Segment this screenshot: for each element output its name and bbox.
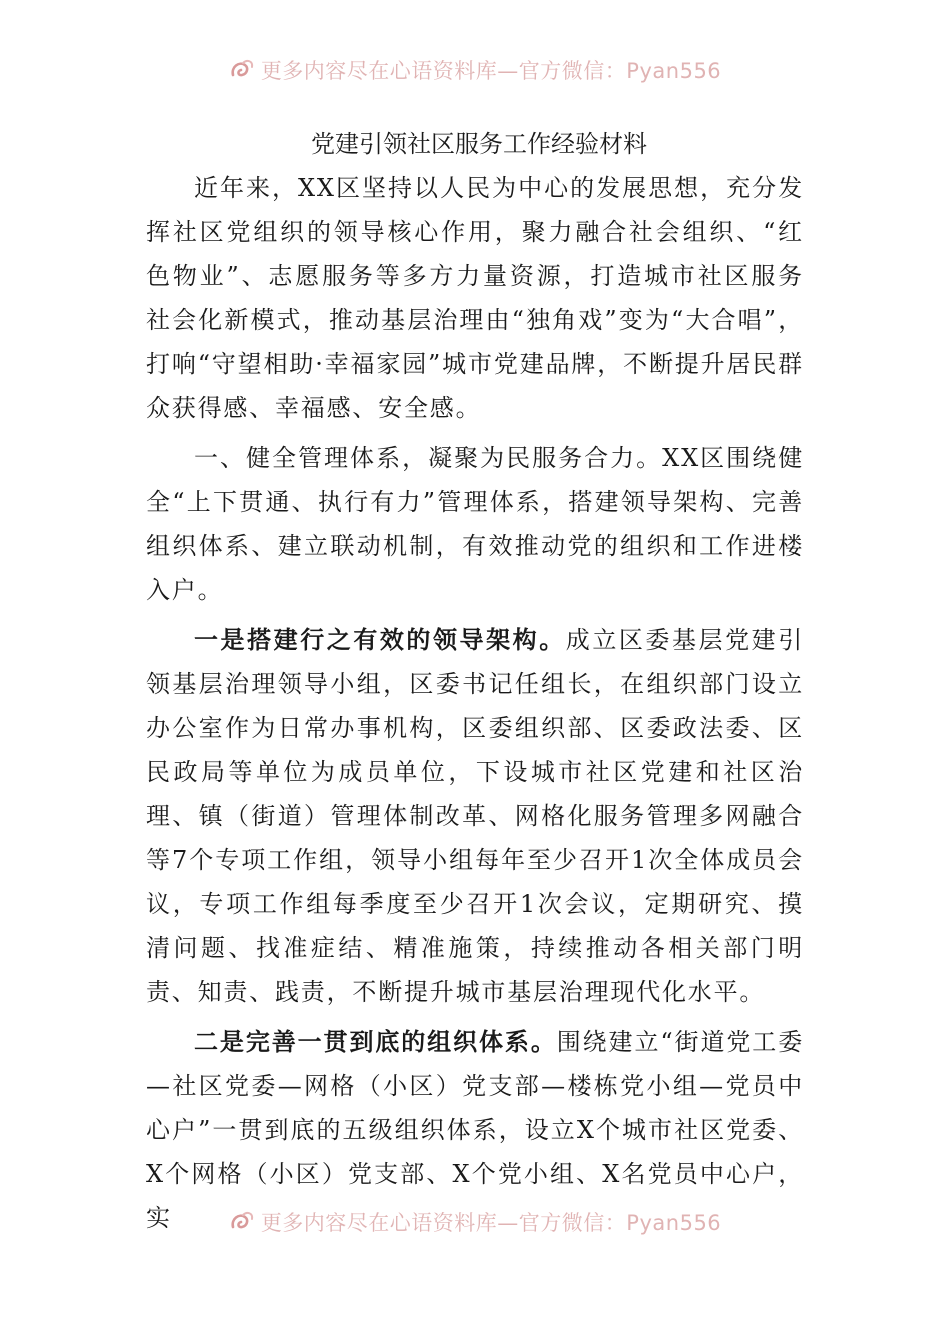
watermark-text: 更多内容尽在心语资料库—官方微信：Pyan556	[260, 1211, 722, 1235]
paragraph-section-1	[146, 436, 804, 612]
paragraph-lead: 一是搭建行之有效的领导架构。	[194, 625, 566, 654]
paragraph-text: 围绕建立“街道党工委—社区党委—网格（小区）党支部—楼栋党小组—党员中心户”一贯到底的五级组织体系，设立X个城市社区党委、X个网格（小区）党支部、X个党小组、X名党员中心户，实	[146, 1028, 804, 1232]
paragraph-intro	[146, 166, 804, 430]
paragraph-text: 近年来，XX区坚持以人民为中心的发展思想，充分发挥社区党组织的领导核心作用，聚力融合社会组织、“红色物业”、志愿服务等多方力量资源，打造城市社区服务社会化新模式，推动基层治理由“独角戏”变为“大合唱”，打响“守望相助·幸福家园”城市党建品牌，不断提升居民群众获得感、幸福感、安全感。	[146, 174, 804, 422]
watermark-text: 更多内容尽在心语资料库—官方微信：Pyan556	[260, 59, 722, 83]
document-title: 党建引领社区服务工作经验材料	[311, 130, 647, 158]
brand-logo-icon	[229, 1209, 255, 1235]
paragraph-text: 成立区委基层党建引领基层治理领导小组，区委书记任组长，在组织部门设立办公室作为日常办事机构，区委组织部、区委政法委、区民政局等单位为成员单位，下设城市社区党建和社区治理、镇（街道）管理体制改革、网格化服务管理多网融合等7个专项工作组，领导小组每年至少召开1次全体成员会议，专项工作组每季度至少召开1次会议，定期研究、摸清问题、找准症结、精准施策，持续推动各相关部门明责、知责、践责，不断提升城市基层治理现代化水平。	[146, 626, 804, 1006]
document-body	[146, 122, 804, 1240]
watermark-header	[0, 48, 950, 92]
paragraph-text: 一、健全管理体系，凝聚为民服务合力。XX区围绕健全“上下贯通、执行有力”管理体系，搭建领导架构、完善组织体系、建立联动机制，有效推动党的组织和工作进楼入户。	[146, 444, 804, 604]
watermark-footer	[0, 1200, 950, 1244]
paragraph-point-1	[146, 618, 804, 1014]
brand-logo-icon	[229, 57, 255, 83]
paragraph-lead: 二是完善一贯到底的组织体系。	[194, 1027, 557, 1056]
